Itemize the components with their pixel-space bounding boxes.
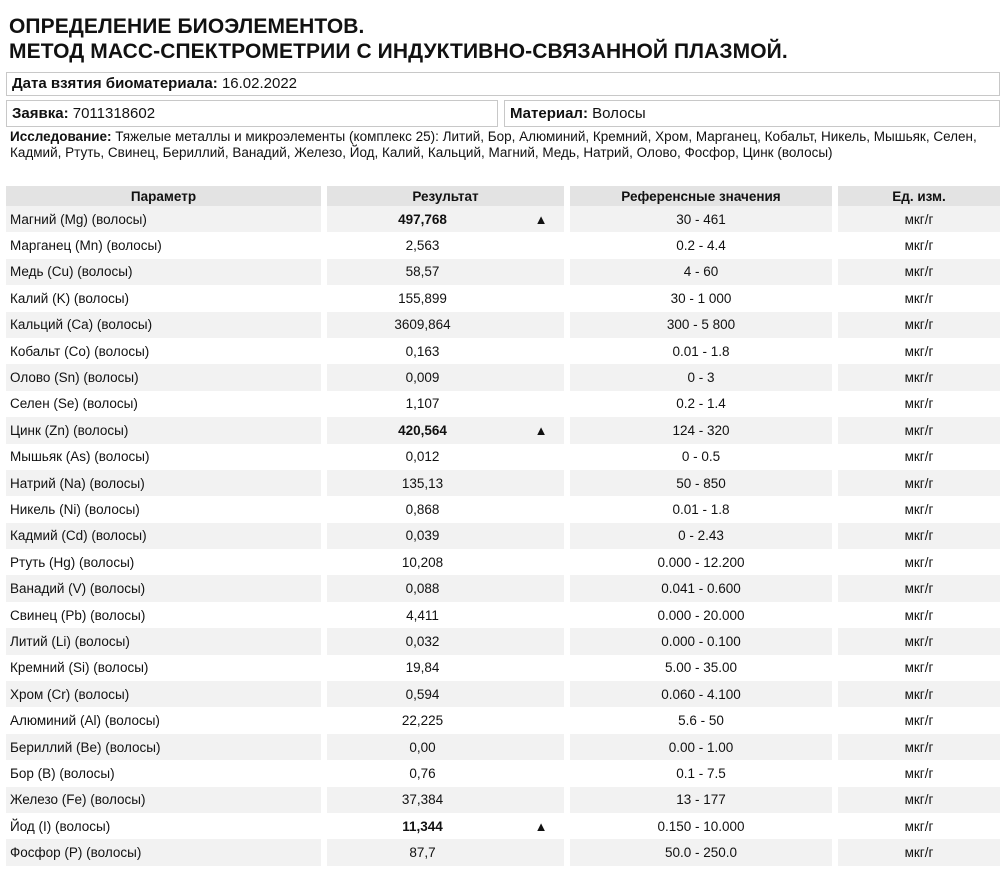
unit-cell: мкг/г xyxy=(904,607,934,623)
sample-date-label: Дата взятия биоматериала: xyxy=(12,75,218,92)
reference-cell: 13 - 177 xyxy=(570,787,838,813)
result-cell: 497,768 xyxy=(327,206,518,232)
param-cell: Медь (Cu) (волосы) xyxy=(6,259,327,285)
reference-cell: 0.1 - 7.5 xyxy=(570,760,838,786)
flag-high-icon xyxy=(518,655,570,681)
header-result: Результат xyxy=(327,186,570,206)
result-cell: 3609,864 xyxy=(327,312,518,338)
flag-high-icon xyxy=(518,681,570,707)
table-row xyxy=(6,602,1000,628)
param-cell: Олово (Sn) (волосы) xyxy=(6,364,327,390)
unit-cell: мкг/г xyxy=(904,713,934,729)
result-cell: 87,7 xyxy=(327,839,518,865)
param-cell: Хром (Cr) (волосы) xyxy=(6,681,327,707)
reference-cell: 0.01 - 1.8 xyxy=(570,496,838,522)
reference-cell: 0.150 - 10.000 xyxy=(570,813,838,839)
reference-cell: 0.00 - 1.00 xyxy=(570,734,838,760)
header-reference: Референсные значения xyxy=(570,186,838,206)
param-cell: Магний (Mg) (волосы) xyxy=(6,206,327,232)
unit-cell: мкг/г xyxy=(904,818,934,834)
flag-high-icon xyxy=(518,391,570,417)
table-row xyxy=(6,760,1000,786)
flag-high-icon xyxy=(518,549,570,575)
reference-cell: 0.2 - 4.4 xyxy=(570,232,838,258)
sample-date-value: 16.02.2022 xyxy=(221,75,298,92)
reference-cell: 0 - 3 xyxy=(570,364,838,390)
reference-cell: 300 - 5 800 xyxy=(570,312,838,338)
flag-high-icon: ▲ xyxy=(518,813,570,839)
table-row xyxy=(6,444,1000,470)
table-row xyxy=(6,232,1000,258)
param-cell: Ртуть (Hg) (волосы) xyxy=(6,549,327,575)
unit-cell: мкг/г xyxy=(838,839,1000,865)
table-row xyxy=(6,364,1000,390)
reference-cell: 5.6 - 50 xyxy=(570,707,838,733)
unit-cell: мкг/г xyxy=(904,765,934,781)
unit-cell: мкг/г xyxy=(904,660,934,676)
result-cell: 22,225 xyxy=(401,713,444,729)
result-cell: 0,594 xyxy=(327,681,518,707)
result-cell: 0,088 xyxy=(327,575,518,601)
result-cell: 10,208 xyxy=(401,554,444,570)
result-cell: 37,384 xyxy=(327,787,518,813)
param-cell: Натрий (Na) (волосы) xyxy=(6,470,327,496)
order-value: 7011318602 xyxy=(72,105,156,122)
param-cell: Литий (Li) (волосы) xyxy=(6,628,327,654)
table-row xyxy=(6,470,1000,496)
flag-high-icon xyxy=(518,338,570,364)
table-row xyxy=(6,312,1000,338)
result-cell: 0,039 xyxy=(327,523,518,549)
unit-cell: мкг/г xyxy=(904,238,934,254)
unit-cell: мкг/г xyxy=(904,396,934,412)
unit-cell: мкг/г xyxy=(838,523,1000,549)
param-cell: Алюминий (Al) (волосы) xyxy=(6,707,327,733)
table-row xyxy=(6,338,1000,364)
reference-cell: 30 - 1 000 xyxy=(570,285,838,311)
table-row xyxy=(6,285,1000,311)
flag-high-icon xyxy=(518,628,570,654)
flag-high-icon xyxy=(518,575,570,601)
study-description xyxy=(10,129,995,161)
unit-cell: мкг/г xyxy=(838,417,1000,443)
result-cell: 2,563 xyxy=(405,238,440,254)
flag-high-icon xyxy=(518,285,570,311)
reference-cell: 0.2 - 1.4 xyxy=(570,391,838,417)
table-row xyxy=(6,734,1000,760)
reference-cell: 4 - 60 xyxy=(570,259,838,285)
table-row xyxy=(6,839,1000,865)
result-cell: 11,344 xyxy=(402,818,443,834)
results-table xyxy=(6,186,1000,866)
material-box xyxy=(504,100,1000,127)
study-label: Исследование: xyxy=(10,129,112,144)
param-cell: Кобальт (Co) (волосы) xyxy=(6,338,327,364)
table-row xyxy=(6,206,1000,232)
order-material-row xyxy=(6,100,1000,128)
flag-high-icon xyxy=(518,839,570,865)
unit-cell: мкг/г xyxy=(838,628,1000,654)
reference-cell: 0 - 2.43 xyxy=(570,523,838,549)
unit-cell: мкг/г xyxy=(904,554,934,570)
table-row xyxy=(6,417,1000,443)
table-row xyxy=(6,655,1000,681)
table-row xyxy=(6,391,1000,417)
result-cell: 4,411 xyxy=(406,607,439,623)
table-row xyxy=(6,575,1000,601)
param-cell: Фосфор (P) (волосы) xyxy=(6,839,327,865)
param-cell: Мышьяк (As) (волосы) xyxy=(6,444,327,470)
unit-cell: мкг/г xyxy=(838,259,1000,285)
table-row xyxy=(6,523,1000,549)
reference-cell: 0.041 - 0.600 xyxy=(570,575,838,601)
flag-high-icon xyxy=(518,312,570,338)
param-cell: Ванадий (V) (волосы) xyxy=(6,575,327,601)
flag-high-icon: ▲ xyxy=(518,417,570,443)
table-row xyxy=(6,813,1000,839)
param-cell: Бериллий (Be) (волосы) xyxy=(6,734,327,760)
unit-cell: мкг/г xyxy=(838,470,1000,496)
flag-high-icon xyxy=(518,707,570,733)
table-row xyxy=(6,787,1000,813)
reference-cell: 0 - 0.5 xyxy=(570,444,838,470)
flag-high-icon xyxy=(518,444,570,470)
reference-cell: 0.000 - 12.200 xyxy=(570,549,838,575)
flag-high-icon xyxy=(518,259,570,285)
unit-cell: мкг/г xyxy=(904,290,934,306)
reference-cell: 0.01 - 1.8 xyxy=(570,338,838,364)
param-cell: Селен (Se) (волосы) xyxy=(6,391,327,417)
reference-cell: 124 - 320 xyxy=(570,417,838,443)
flag-high-icon xyxy=(518,496,570,522)
param-cell: Железо (Fe) (волосы) xyxy=(6,787,327,813)
table-header-row xyxy=(6,186,1000,206)
unit-cell: мкг/г xyxy=(838,364,1000,390)
flag-high-icon xyxy=(518,364,570,390)
param-cell: Никель (Ni) (волосы) xyxy=(6,496,327,522)
flag-high-icon xyxy=(518,523,570,549)
reference-cell: 50.0 - 250.0 xyxy=(570,839,838,865)
unit-cell: мкг/г xyxy=(904,501,934,517)
order-box xyxy=(6,100,498,127)
order-label: Заявка: xyxy=(12,105,69,122)
result-cell: 420,564 xyxy=(327,417,518,443)
flag-high-icon: ▲ xyxy=(518,206,570,232)
table-row xyxy=(6,707,1000,733)
flag-high-icon xyxy=(518,787,570,813)
unit-cell: мкг/г xyxy=(904,343,934,359)
result-cell: 1,107 xyxy=(405,396,440,412)
flag-high-icon xyxy=(518,760,570,786)
param-cell: Свинец (Pb) (волосы) xyxy=(6,602,327,628)
table-row xyxy=(6,681,1000,707)
reference-cell: 0.000 - 20.000 xyxy=(570,602,838,628)
result-cell: 0,76 xyxy=(409,765,436,781)
reference-cell: 0.000 - 0.100 xyxy=(570,628,838,654)
param-cell: Калий (K) (волосы) xyxy=(6,285,327,311)
unit-cell: мкг/г xyxy=(838,312,1000,338)
result-cell: 0,163 xyxy=(405,343,440,359)
flag-high-icon xyxy=(518,734,570,760)
result-cell: 0,009 xyxy=(327,364,518,390)
table-row xyxy=(6,628,1000,654)
header-parameter: Параметр xyxy=(6,186,327,206)
param-cell: Кремний (Si) (волосы) xyxy=(6,655,327,681)
unit-cell: мкг/г xyxy=(838,681,1000,707)
reference-cell: 50 - 850 xyxy=(570,470,838,496)
unit-cell: мкг/г xyxy=(838,787,1000,813)
result-cell: 0,868 xyxy=(405,501,440,517)
sample-date-row xyxy=(6,72,1000,96)
unit-cell: мкг/г xyxy=(838,206,1000,232)
result-cell: 155,899 xyxy=(398,290,447,306)
reference-cell: 5.00 - 35.00 xyxy=(570,655,838,681)
title-line-1: ОПРЕДЕЛЕНИЕ БИОЭЛЕМЕНТОВ. xyxy=(9,15,365,38)
table-row xyxy=(6,259,1000,285)
table-row xyxy=(6,496,1000,522)
result-cell: 58,57 xyxy=(327,259,518,285)
unit-cell: мкг/г xyxy=(838,734,1000,760)
param-cell: Йод (I) (волосы) xyxy=(6,813,327,839)
page-title xyxy=(9,14,788,64)
param-cell: Кальций (Ca) (волосы) xyxy=(6,312,327,338)
flag-high-icon xyxy=(518,232,570,258)
title-line-2: МЕТОД МАСС-СПЕКТРОМЕТРИИ С ИНДУКТИВНО-СВЯЗАННОЙ ПЛАЗМОЙ. xyxy=(9,40,788,63)
result-cell: 19,84 xyxy=(405,660,440,676)
param-cell: Цинк (Zn) (волосы) xyxy=(6,417,327,443)
material-label: Материал: xyxy=(510,105,588,122)
flag-high-icon xyxy=(518,602,570,628)
reference-cell: 30 - 461 xyxy=(570,206,838,232)
param-cell: Кадмий (Cd) (волосы) xyxy=(6,523,327,549)
study-value: Тяжелые металлы и микроэлементы (комплекс 25): Литий, Бор, Алюминий, Кремний, Хром, Марганец, Кобальт, Никель, Мышьяк, Селен, Кадмий, Ртуть, Свинец, Бериллий, Ванадий, Железо, Йод, Калий, Кальций, Магний, Медь, Натрий, Олово, Фосфор, Цинк (волосы) xyxy=(10,129,977,160)
param-cell: Бор (B) (волосы) xyxy=(6,760,327,786)
material-value: Волосы xyxy=(592,105,646,122)
unit-cell: мкг/г xyxy=(904,449,934,465)
flag-high-icon xyxy=(518,470,570,496)
table-row xyxy=(6,549,1000,575)
result-cell: 0,00 xyxy=(327,734,518,760)
param-cell: Марганец (Mn) (волосы) xyxy=(6,232,327,258)
header-unit: Ед. изм. xyxy=(838,186,1000,206)
result-cell: 0,032 xyxy=(327,628,518,654)
reference-cell: 0.060 - 4.100 xyxy=(570,681,838,707)
unit-cell: мкг/г xyxy=(838,575,1000,601)
result-cell: 135,13 xyxy=(327,470,518,496)
result-cell: 0,012 xyxy=(405,449,440,465)
